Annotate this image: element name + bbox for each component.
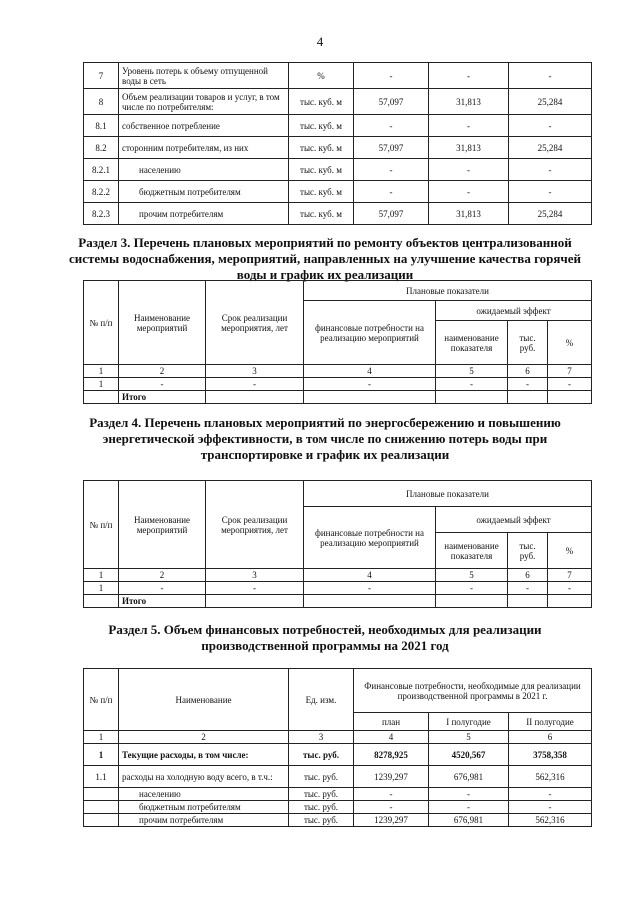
cell-v2: -: [429, 63, 509, 89]
col-indicator: наименование показателя: [436, 321, 508, 365]
section4-table: [83, 480, 592, 608]
table-row: [84, 801, 592, 814]
cell-unit: тыс. руб.: [289, 744, 354, 766]
section5-table: [83, 668, 592, 827]
page-number: 4: [316, 34, 324, 49]
cell-v3: -: [509, 63, 592, 89]
col-fin: финансовые потребности на реализацию мероприятий: [304, 301, 436, 365]
cell: 1: [84, 365, 119, 378]
col-plan: Плановые показатели: [304, 281, 592, 301]
cell-unit: тыс. руб.: [289, 814, 354, 827]
table-row: [84, 63, 592, 89]
col-thous: тыс. руб.: [508, 533, 548, 569]
cell-v2: 31,813: [429, 137, 509, 159]
table-row: [84, 159, 592, 181]
col-name: Наименование мероприятий: [119, 481, 206, 569]
cell: -: [119, 582, 206, 595]
cell-h2: 562,316: [509, 814, 592, 827]
cell-v3: 25,284: [509, 203, 592, 225]
cell-h1: 676,981: [429, 766, 509, 788]
col-num: № п/п: [84, 481, 119, 569]
cell-h1: 4520,567: [429, 744, 509, 766]
cell-v1: 57,097: [354, 89, 429, 115]
s5-col-num: № п/п: [84, 669, 119, 731]
cell-unit: тыс. куб. м: [289, 89, 354, 115]
cell: 2: [119, 569, 206, 582]
cell: -: [508, 378, 548, 391]
cell-unit: тыс. куб. м: [289, 137, 354, 159]
cell: 6: [509, 731, 592, 744]
cell-name: Текущие расходы, в том числе:: [119, 744, 289, 766]
section3-table: [83, 280, 592, 404]
cell: 6: [508, 569, 548, 582]
total-label: Итого: [119, 391, 206, 404]
cell-unit: тыс. куб. м: [289, 181, 354, 203]
cell-name: прочим потребителям: [119, 814, 289, 827]
cell-v1: 57,097: [354, 203, 429, 225]
cell-v2: -: [429, 115, 509, 137]
cell: -: [548, 378, 592, 391]
cell-unit: тыс. руб.: [289, 801, 354, 814]
cell-unit: тыс. руб.: [289, 788, 354, 801]
cell-v3: -: [509, 115, 592, 137]
cell: 7: [548, 365, 592, 378]
col-fin: финансовые потребности на реализацию мероприятий: [304, 507, 436, 569]
cell: 1: [84, 582, 119, 595]
cell-name: населению: [119, 788, 289, 801]
cell-v3: 25,284: [509, 89, 592, 115]
s5-col-name: Наименование: [119, 669, 289, 731]
cell-unit: тыс. руб.: [289, 766, 354, 788]
cell-v3: -: [509, 159, 592, 181]
table-row: [84, 814, 592, 827]
cell-unit: тыс. куб. м: [289, 159, 354, 181]
cell-num: 8.2: [84, 137, 119, 159]
cell-unit: тыс. куб. м: [289, 203, 354, 225]
table-row: [84, 115, 592, 137]
cell-v1: -: [354, 181, 429, 203]
cell-num: [84, 788, 119, 801]
cell-name: прочим потребителям: [119, 203, 289, 225]
cell-v2: -: [429, 181, 509, 203]
cell: -: [206, 378, 304, 391]
cell-num: [84, 814, 119, 827]
cell-unit: тыс. куб. м: [289, 115, 354, 137]
cell: -: [304, 582, 436, 595]
s5-col-plan: план: [354, 713, 429, 731]
cell: 3: [206, 365, 304, 378]
cell: 1: [84, 378, 119, 391]
cell: -: [119, 378, 206, 391]
cell: -: [436, 378, 508, 391]
col-effect: ожидаемый эффект: [436, 301, 592, 321]
table-row: [84, 181, 592, 203]
cell-unit: %: [289, 63, 354, 89]
cell: 3: [289, 731, 354, 744]
cell-name: Объем реализации товаров и услуг, в том числе по потребителям:: [119, 89, 289, 115]
table-row: [84, 378, 592, 391]
cell: 3: [206, 569, 304, 582]
col-name: Наименование мероприятий: [119, 281, 206, 365]
col-plan: Плановые показатели: [304, 481, 592, 507]
cell-name: расходы на холодную воду всего, в т.ч.:: [119, 766, 289, 788]
cell-plan: -: [354, 801, 429, 814]
cell-h1: -: [429, 801, 509, 814]
cell-name: сторонним потребителям, из них: [119, 137, 289, 159]
cell: -: [436, 582, 508, 595]
col-term: Срок реализации мероприятия, лет: [206, 281, 304, 365]
table-row: [84, 582, 592, 595]
table-row: [84, 744, 592, 766]
cell: -: [206, 582, 304, 595]
table-row: [84, 365, 592, 378]
cell-num: 1: [84, 744, 119, 766]
cell: -: [548, 582, 592, 595]
col-term: Срок реализации мероприятия, лет: [206, 481, 304, 569]
section3-title: Раздел 3. Перечень плановых мероприятий по ремонту объектов централизованной системы водоснабжения, мероприятий, направленных на улучшение качества горячей воды и график их реализации: [68, 235, 582, 282]
cell-num: 8.1: [84, 115, 119, 137]
table-row: [84, 731, 592, 744]
s5-col-fin: Финансовые потребности, необходимые для реализации производственной программы в 2021 г.: [354, 669, 592, 713]
section4-title: Раздел 4. Перечень плановых мероприятий по энергосбережению и повышению энергетической эффективности, в том числе по снижению потерь воды при транспортировке и график их реализации: [89, 415, 561, 462]
cell-name: собственное потребление: [119, 115, 289, 137]
cell-h2: 562,316: [509, 766, 592, 788]
cell-num: 8: [84, 89, 119, 115]
s5-col-h2: II полугодие: [509, 713, 592, 731]
cell: 1: [84, 731, 119, 744]
cell-plan: -: [354, 788, 429, 801]
cell: 5: [436, 365, 508, 378]
cell-num: 8.2.3: [84, 203, 119, 225]
section5-title: Раздел 5. Объем финансовых потребностей, необходимых для реализации производственной программы на 2021 год: [108, 622, 542, 653]
cell-v3: -: [509, 181, 592, 203]
cell: 4: [304, 365, 436, 378]
table-row: [84, 766, 592, 788]
cell: 5: [436, 569, 508, 582]
cell: 2: [119, 365, 206, 378]
cell: 6: [508, 365, 548, 378]
cell-h1: -: [429, 788, 509, 801]
col-thous: тыс. руб.: [508, 321, 548, 365]
col-pct: %: [548, 321, 592, 365]
cell-plan: 1239,297: [354, 814, 429, 827]
cell-num: 7: [84, 63, 119, 89]
cell-num: [84, 801, 119, 814]
table-row: [84, 137, 592, 159]
cell-num: 8.2.1: [84, 159, 119, 181]
cell-name: Уровень потерь к объему отпущенной воды в сеть: [119, 63, 289, 89]
table-row: [84, 569, 592, 582]
col-num: № п/п: [84, 281, 119, 365]
table-row: [84, 788, 592, 801]
cell: -: [304, 378, 436, 391]
total-label: Итого: [119, 595, 206, 608]
cell: 4: [304, 569, 436, 582]
cell: 4: [354, 731, 429, 744]
cell-v1: -: [354, 63, 429, 89]
cell-plan: 8278,925: [354, 744, 429, 766]
cell-num: 8.2.2: [84, 181, 119, 203]
cell-h2: -: [509, 801, 592, 814]
cell-v2: 31,813: [429, 89, 509, 115]
col-pct: %: [548, 533, 592, 569]
consumption-table: [83, 62, 592, 225]
cell-h2: -: [509, 788, 592, 801]
cell-v3: 25,284: [509, 137, 592, 159]
cell-name: бюджетным потребителям: [119, 801, 289, 814]
cell-num: 1.1: [84, 766, 119, 788]
s5-col-unit: Ед. изм.: [289, 669, 354, 731]
cell-plan: 1239,297: [354, 766, 429, 788]
cell: -: [508, 582, 548, 595]
table-row: [84, 89, 592, 115]
cell-v2: 31,813: [429, 203, 509, 225]
cell-v1: -: [354, 115, 429, 137]
cell-h2: 3758,358: [509, 744, 592, 766]
cell: 1: [84, 569, 119, 582]
cell: 2: [119, 731, 289, 744]
cell-v2: -: [429, 159, 509, 181]
cell: 5: [429, 731, 509, 744]
cell-h1: 676,981: [429, 814, 509, 827]
cell: 7: [548, 569, 592, 582]
cell-name: населению: [119, 159, 289, 181]
cell-v1: -: [354, 159, 429, 181]
cell-name: бюджетным потребителям: [119, 181, 289, 203]
s5-col-h1: I полугодие: [429, 713, 509, 731]
cell-v1: 57,097: [354, 137, 429, 159]
table-row: [84, 203, 592, 225]
col-effect: ожидаемый эффект: [436, 507, 592, 533]
col-indicator: наименование показателя: [436, 533, 508, 569]
